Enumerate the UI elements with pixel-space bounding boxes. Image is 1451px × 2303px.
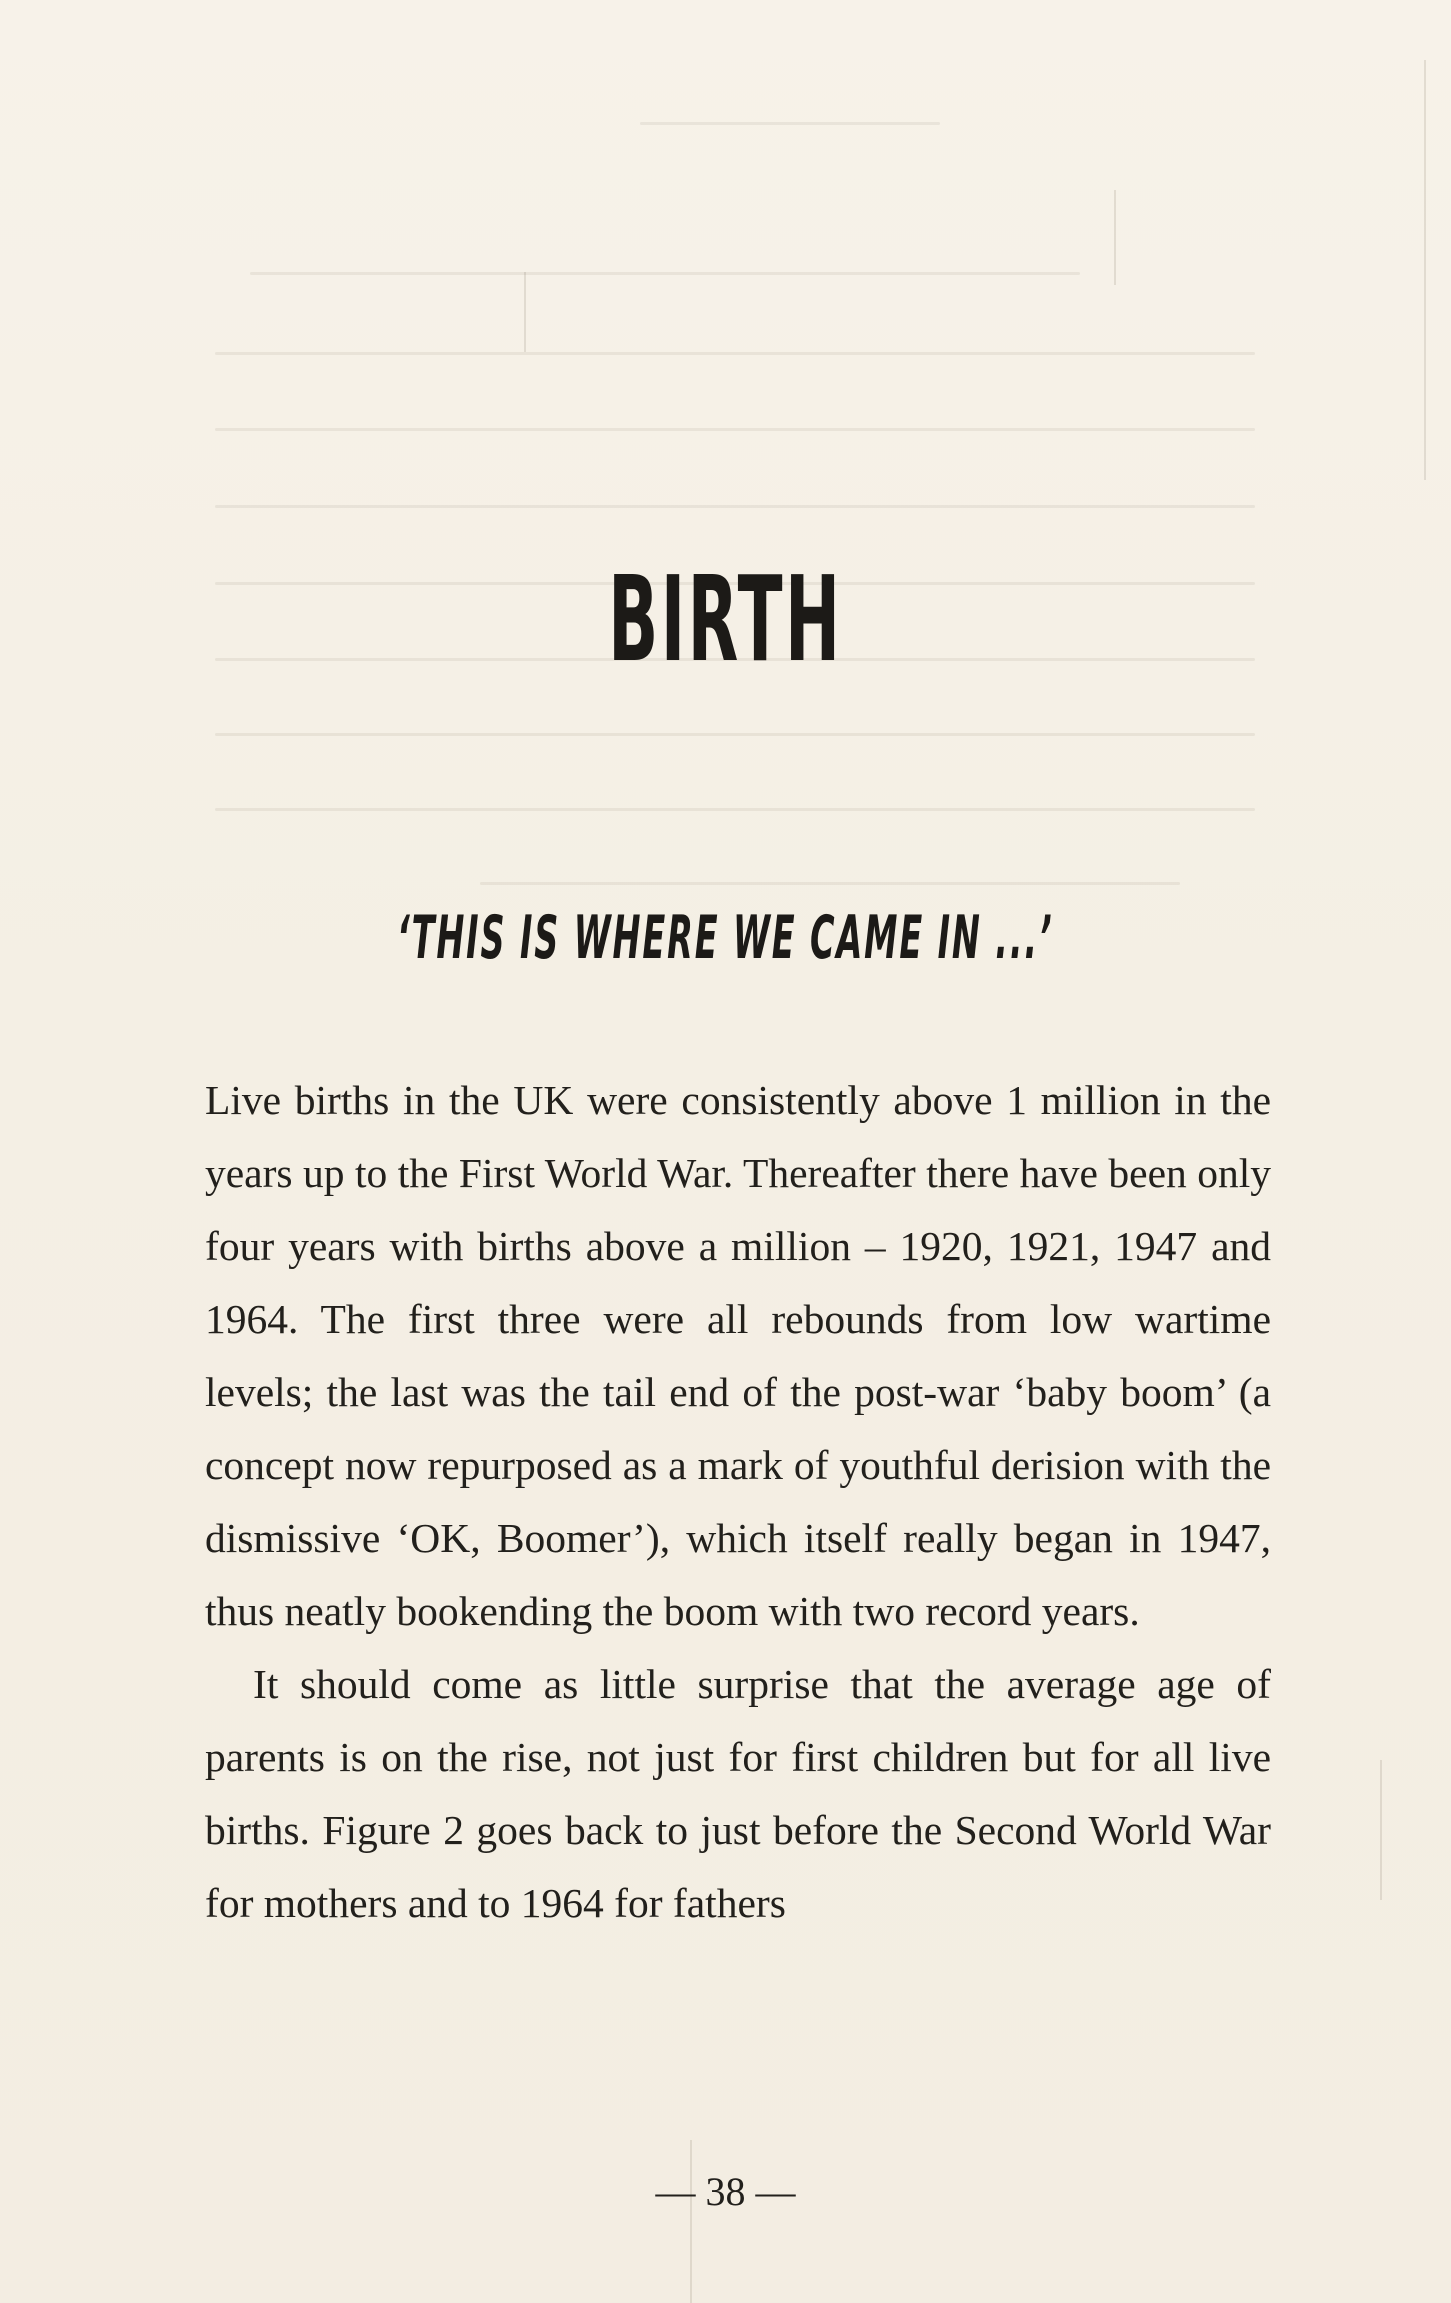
body-text <box>205 1064 1271 1940</box>
show-through-mark <box>1424 60 1426 480</box>
show-through-mark <box>1114 190 1116 285</box>
paragraph: Live births in the UK were consistently above 1 million in the years up to the First World War. Thereafter there have been only four years with births above a million – 1920, 1921, 1947 and 1964. The first three were all rebounds from low wartime levels; the last was the tail end of the post-war ‘baby boom’ (a concept now repurposed as a mark of youthful derision with the dismissive ‘OK, Boomer’), which itself really began in 1947, thus neatly bookending the boom with two record years. <box>205 1077 1271 1634</box>
chapter-title: BIRTH <box>608 550 843 688</box>
show-through-mark <box>215 352 1255 355</box>
page-number: — 38 — <box>655 2169 796 2214</box>
show-through-mark <box>524 272 526 352</box>
show-through-mark <box>215 808 1255 811</box>
chapter-subtitle: ‘THIS IS WHERE WE CAME IN ...’ <box>397 903 1054 973</box>
show-through-mark <box>690 2140 692 2303</box>
show-through-mark <box>215 733 1255 736</box>
show-through-mark <box>640 122 940 125</box>
show-through-mark <box>480 882 1180 885</box>
show-through-mark <box>215 505 1255 508</box>
show-through-mark <box>250 272 1080 275</box>
paragraph: It should come as little surprise that the average age of parents is on the rise, not just for first children but for all live births. Figure 2 goes back to just before the Second World War for mothers and to 1964 for fathers <box>205 1661 1271 1926</box>
show-through-mark <box>1380 1760 1382 1900</box>
show-through-mark <box>215 428 1255 431</box>
